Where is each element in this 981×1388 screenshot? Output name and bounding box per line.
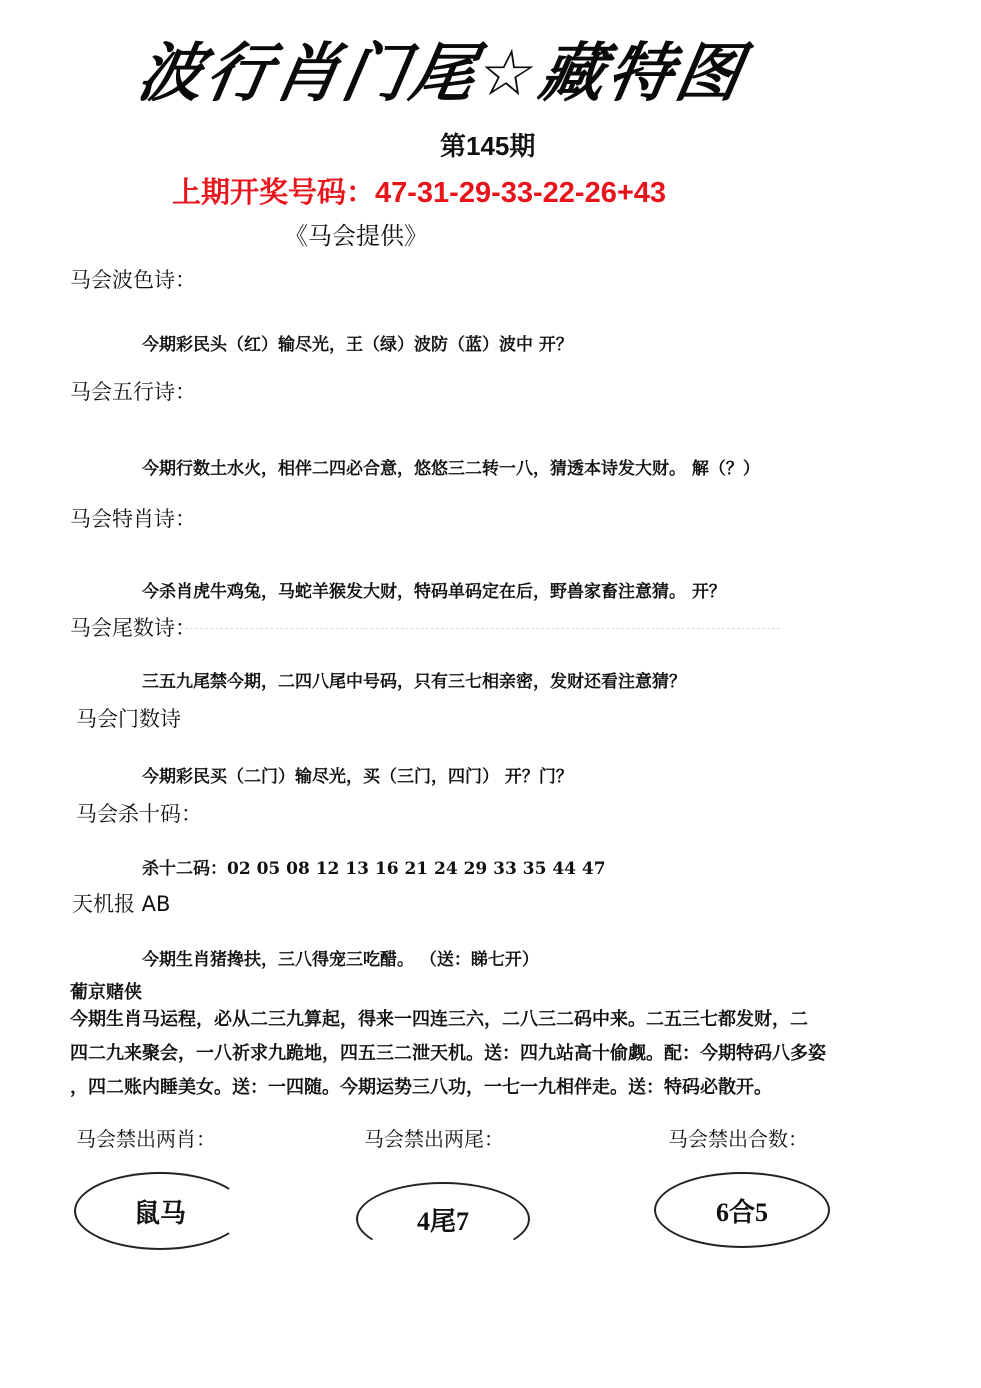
verse-gate: 今期彩民买（二门）输尽光，买（三门，四门） 开？门？ [142, 767, 573, 787]
verse-five-elements: 今期行数土水火，相伴二四必合意，悠悠三二转一八，猜透本诗发大财。 解（？） [142, 459, 760, 479]
verse-kill-numbers: 杀十二码：02 05 08 12 13 16 21 24 29 33 35 44 47 [142, 859, 606, 879]
verse-zodiac: 今杀肖虎牛鸡兔，马蛇羊猴发大财，特码单码定在后，野兽家畜注意猜。 开？ [142, 582, 726, 602]
verse-tianji: 今期生肖猪搀扶，三八得宠三吃醋。 （送：睇七开） [142, 950, 539, 970]
source-label: 《马会提供》 [284, 222, 428, 250]
section-heading-gate: 马会门数诗 [76, 707, 181, 731]
ban-value-text: 6合5 [715, 1197, 768, 1227]
puzzle-line: 四二九来聚会，一八祈求九跪地，四五三二泄天机。送：四九站高十偷觑。配：今期特码八多姿 [70, 1043, 826, 1064]
puzzle-heading: 葡京赌侠 [70, 982, 142, 1003]
section-heading-kill-ten: 马会杀十码： [76, 802, 202, 826]
puzzle-line: ，四二账内睡美女。送：一四随。今期运势三八功，一七一九相伴走。送：特码必散开。 [70, 1077, 772, 1098]
verse-tail: 三五九尾禁今期，二四八尾中号码，只有三七相亲密，发财还看注意猜？ [142, 672, 686, 692]
ban-value-text: 鼠马 [133, 1198, 186, 1228]
section-heading-tail: 马会尾数诗： [70, 616, 196, 640]
section-heading-zodiac: 马会特肖诗： [70, 507, 196, 531]
puzzle-line: 今期生肖马运程，必从二三九算起，得来一四连三六，二八三二码中来。二五三七都发财，二 [70, 1009, 808, 1030]
ban-value-zodiac [74, 1172, 246, 1250]
ban-label-zodiac: 马会禁出两肖： [76, 1127, 216, 1151]
section-heading-wave-color: 马会波色诗： [70, 268, 196, 292]
issue-number: 第145期 [440, 131, 536, 161]
ban-value-text: 4尾7 [416, 1206, 469, 1236]
ban-value-sum [654, 1172, 830, 1248]
section-heading-five-elements: 马会五行诗： [70, 380, 196, 404]
section-heading-tianji: 天机报 AB [72, 892, 171, 916]
puzzle-text [70, 1003, 920, 1105]
verse-wave-color: 今期彩民头（红）输尽光，王（绿）波防（蓝）波中 开？ [142, 335, 573, 355]
ban-label-sum: 马会禁出合数： [668, 1127, 808, 1151]
scan-artifact-line [180, 628, 780, 630]
last-draw-numbers: 上期开奖号码：47-31-29-33-22-26+43 [172, 177, 667, 209]
ban-value-tail [356, 1182, 530, 1256]
page-title: 波行肖门尾☆藏特图 [132, 37, 751, 111]
ban-label-tail: 马会禁出两尾： [364, 1127, 504, 1151]
